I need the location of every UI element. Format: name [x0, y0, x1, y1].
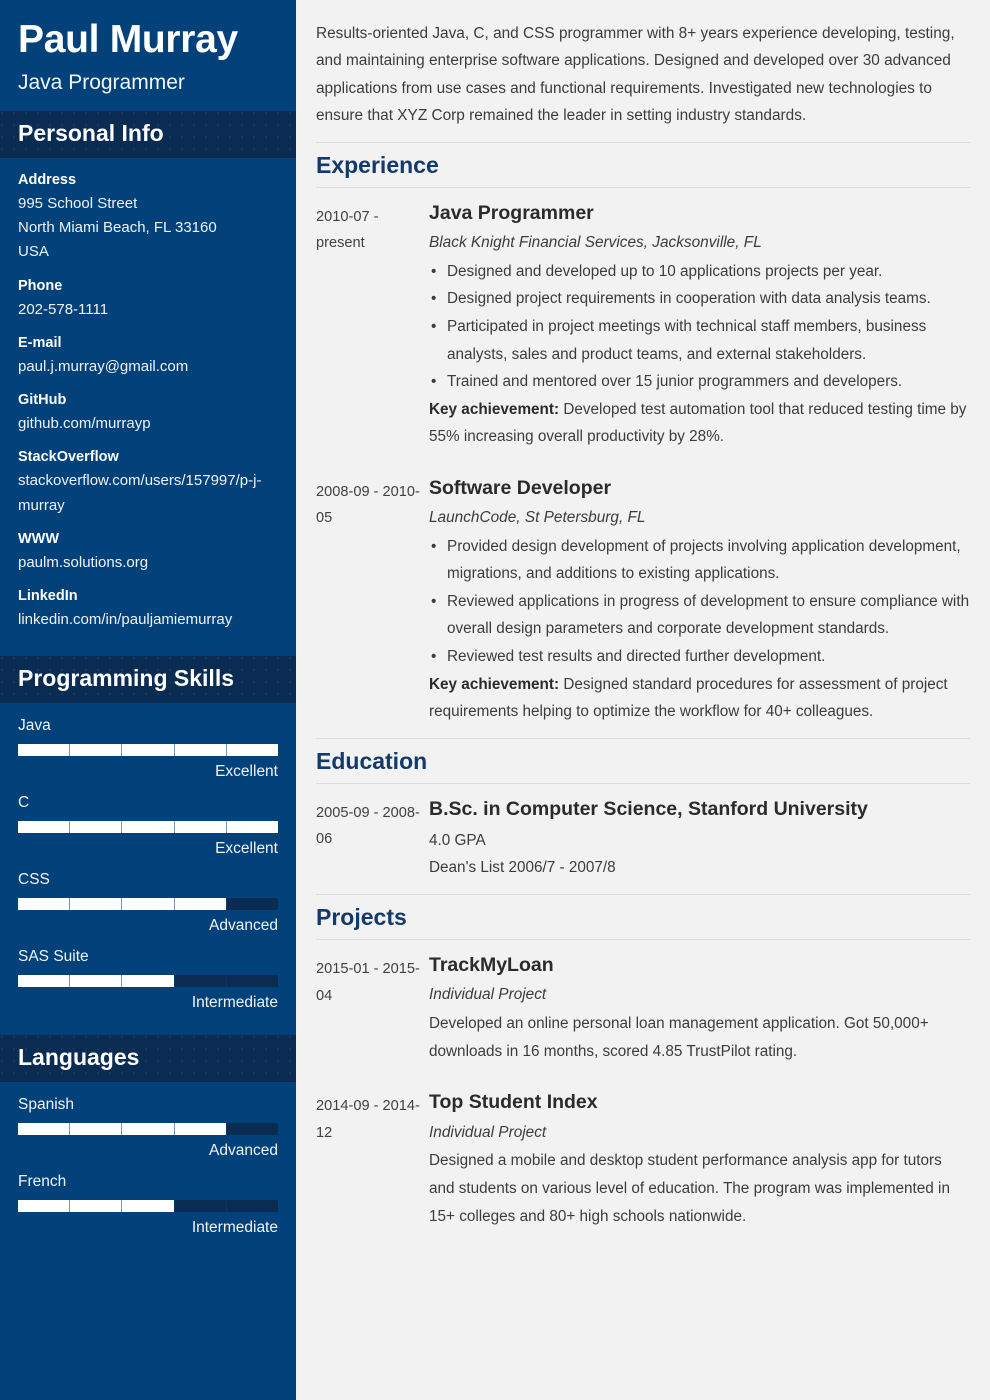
info-item-value: github.com/murrayp [18, 415, 151, 433]
entry-description: Designed a mobile and desktop student performance analysis app for tutors and students on various level of education. The program was implemented in 15+ colleges and 80+ high schools nationwide. [429, 1152, 950, 1225]
skill-name: CSS [18, 870, 50, 888]
entry-subtitle: Black Knight Financial Services, Jacksonville, FL [429, 234, 762, 252]
entry-date: 2010-07 - present [316, 208, 379, 252]
entry-description: Developed an online personal loan management application. Got 50,000+ downloads in 16 months, scored 4.85 TrustPilot rating. [429, 1015, 929, 1060]
language-item [18, 1096, 278, 1160]
sidebar-header [0, 0, 296, 111]
entry-date: 2015-01 - 2015-04 [316, 960, 420, 1004]
meter-ticks [18, 1123, 278, 1135]
info-item-label: StackOverflow [18, 449, 119, 466]
language-item [18, 1173, 278, 1237]
info-item-label: WWW [18, 531, 60, 548]
skills-list [0, 703, 296, 1035]
info-item-value: 202-578-1111 [18, 300, 109, 318]
info-item [18, 335, 278, 379]
key-achievement-text: Developed test automation tool that reduced testing time by 55% increasing overall productivity by 28%. [429, 400, 967, 446]
meter-ticks [18, 1200, 278, 1212]
education-list [316, 784, 970, 894]
info-item [18, 172, 278, 265]
skill-meter-track [18, 898, 278, 910]
entry-bullet: • Designed project requirements in cooperation with data analysis teams. [429, 285, 970, 313]
key-achievement [429, 396, 970, 451]
entry [316, 463, 970, 738]
section-heading-experience: Experience [316, 142, 970, 188]
entry-body [429, 953, 970, 1065]
entry-date: 2005-09 - 2008-06 [316, 804, 420, 848]
skill-name: SAS Suite [18, 947, 89, 965]
languages-heading: Languages [0, 1035, 296, 1082]
entry-body [429, 797, 970, 882]
entry-body [429, 201, 970, 451]
key-achievement-label: Key achievement: [429, 675, 560, 693]
entry-bullet: • Participated in project meetings with technical staff members, business analysts, sales and product teams, and external stakeholders. [429, 313, 970, 368]
entry-title: Java Programmer [429, 201, 594, 224]
entry-title: Software Developer [429, 476, 612, 499]
skill-item [18, 794, 278, 858]
entry-body [429, 1090, 970, 1230]
candidate-role: Java Programmer [18, 70, 185, 94]
skill-name: Java [18, 716, 51, 734]
personal-info-heading: Personal Info [0, 111, 296, 158]
info-item [18, 531, 278, 575]
key-achievement [429, 671, 970, 726]
entry-date: 2008-09 - 2010-05 [316, 483, 420, 527]
entry-bullet-list [429, 533, 970, 671]
entry [316, 784, 970, 894]
info-item-value: stackoverflow.com/users/157997/p-j-murray [18, 472, 262, 514]
entry-line: Dean's List 2006/7 - 2007/8 [429, 859, 616, 877]
entry-subtitle: Individual Project [429, 986, 547, 1004]
entry [316, 940, 970, 1077]
entry-bullet: • Reviewed applications in progress of development to ensure compliance with overall design parameters and corporate development standards. [429, 588, 970, 643]
entry-title: TrackMyLoan [429, 953, 554, 976]
info-item-value: 995 School Street North Miami Beach, FL 33160 USA [18, 194, 217, 261]
info-item [18, 392, 278, 436]
entry-body [429, 476, 970, 726]
info-item-value: linkedin.com/in/pauljamiemurray [18, 611, 233, 629]
entry-subtitle: Individual Project [429, 1123, 547, 1141]
language-level: Intermediate [191, 1218, 278, 1236]
candidate-name: Paul Murray [18, 18, 238, 61]
entry-bullet: • Reviewed test results and directed further development. [429, 643, 970, 671]
info-item-label: LinkedIn [18, 588, 78, 605]
experience-list [316, 188, 970, 738]
professional-summary: Results-oriented Java, C, and CSS programmer with 8+ years experience developing, testing, and maintaining enterprise software applications. Designed and developed over 30 advanced applications from use cases and functional requirements. Investigated new technologies to ensure that XYZ Corp remained the leader in setting industry standards. [316, 25, 955, 125]
personal-info-list [0, 158, 296, 656]
meter-ticks [18, 821, 278, 833]
language-name: French [18, 1172, 67, 1190]
info-item [18, 278, 278, 322]
entry-bullet-list [429, 258, 970, 396]
entry-line: 4.0 GPA [429, 831, 486, 849]
skill-item [18, 948, 278, 1012]
skill-level: Excellent [215, 762, 278, 780]
language-meter-track [18, 1123, 278, 1135]
section-heading-education: Education [316, 738, 970, 784]
meter-ticks [18, 744, 278, 756]
entry-bullet: • Trained and mentored over 15 junior programmers and developers. [429, 368, 970, 396]
info-item [18, 588, 278, 632]
info-item-value: paul.j.murray@gmail.com [18, 357, 189, 375]
language-meter-track [18, 1200, 278, 1212]
projects-list [316, 940, 970, 1242]
info-item-value: paulm.solutions.org [18, 554, 149, 572]
entry-subtitle: LaunchCode, St Petersburg, FL [429, 508, 646, 526]
skill-level: Advanced [209, 916, 278, 934]
skill-name: C [18, 793, 30, 811]
skill-meter-track [18, 821, 278, 833]
language-name: Spanish [18, 1095, 75, 1113]
skill-item [18, 871, 278, 935]
key-achievement-text: Designed standard procedures for assessment of project requirements helping to optimize the workflow for 40+ colleagues. [429, 675, 948, 721]
entry-title: B.Sc. in Computer Science, Stanford University [429, 797, 868, 820]
meter-ticks [18, 975, 278, 987]
skill-level: Excellent [215, 839, 278, 857]
skill-meter-track [18, 744, 278, 756]
entry-bullet: • Provided design development of projects involving application development, migrations, and additions to existing applications. [429, 533, 970, 588]
programming-skills-heading: Programming Skills [0, 656, 296, 703]
entry-date: 2014-09 - 2014-12 [316, 1098, 420, 1141]
language-level: Advanced [209, 1141, 278, 1159]
info-item [18, 449, 278, 518]
entry [316, 1077, 970, 1242]
info-item-label: E-mail [18, 334, 62, 351]
sidebar [0, 0, 296, 1400]
skill-item [18, 717, 278, 781]
info-item-label: GitHub [18, 392, 67, 409]
key-achievement-label: Key achievement: [429, 400, 560, 418]
info-item-label: Phone [18, 277, 63, 294]
meter-ticks [18, 898, 278, 910]
languages-list [0, 1082, 296, 1260]
main-content [296, 0, 990, 1400]
entry [316, 188, 970, 463]
section-heading-projects: Projects [316, 894, 970, 940]
skill-level: Intermediate [191, 993, 278, 1011]
entry-title: Top Student Index [429, 1091, 598, 1114]
entry-bullet: • Designed and developed up to 10 applications projects per year. [429, 258, 970, 286]
info-item-label: Address [18, 171, 77, 188]
skill-meter-track [18, 975, 278, 987]
